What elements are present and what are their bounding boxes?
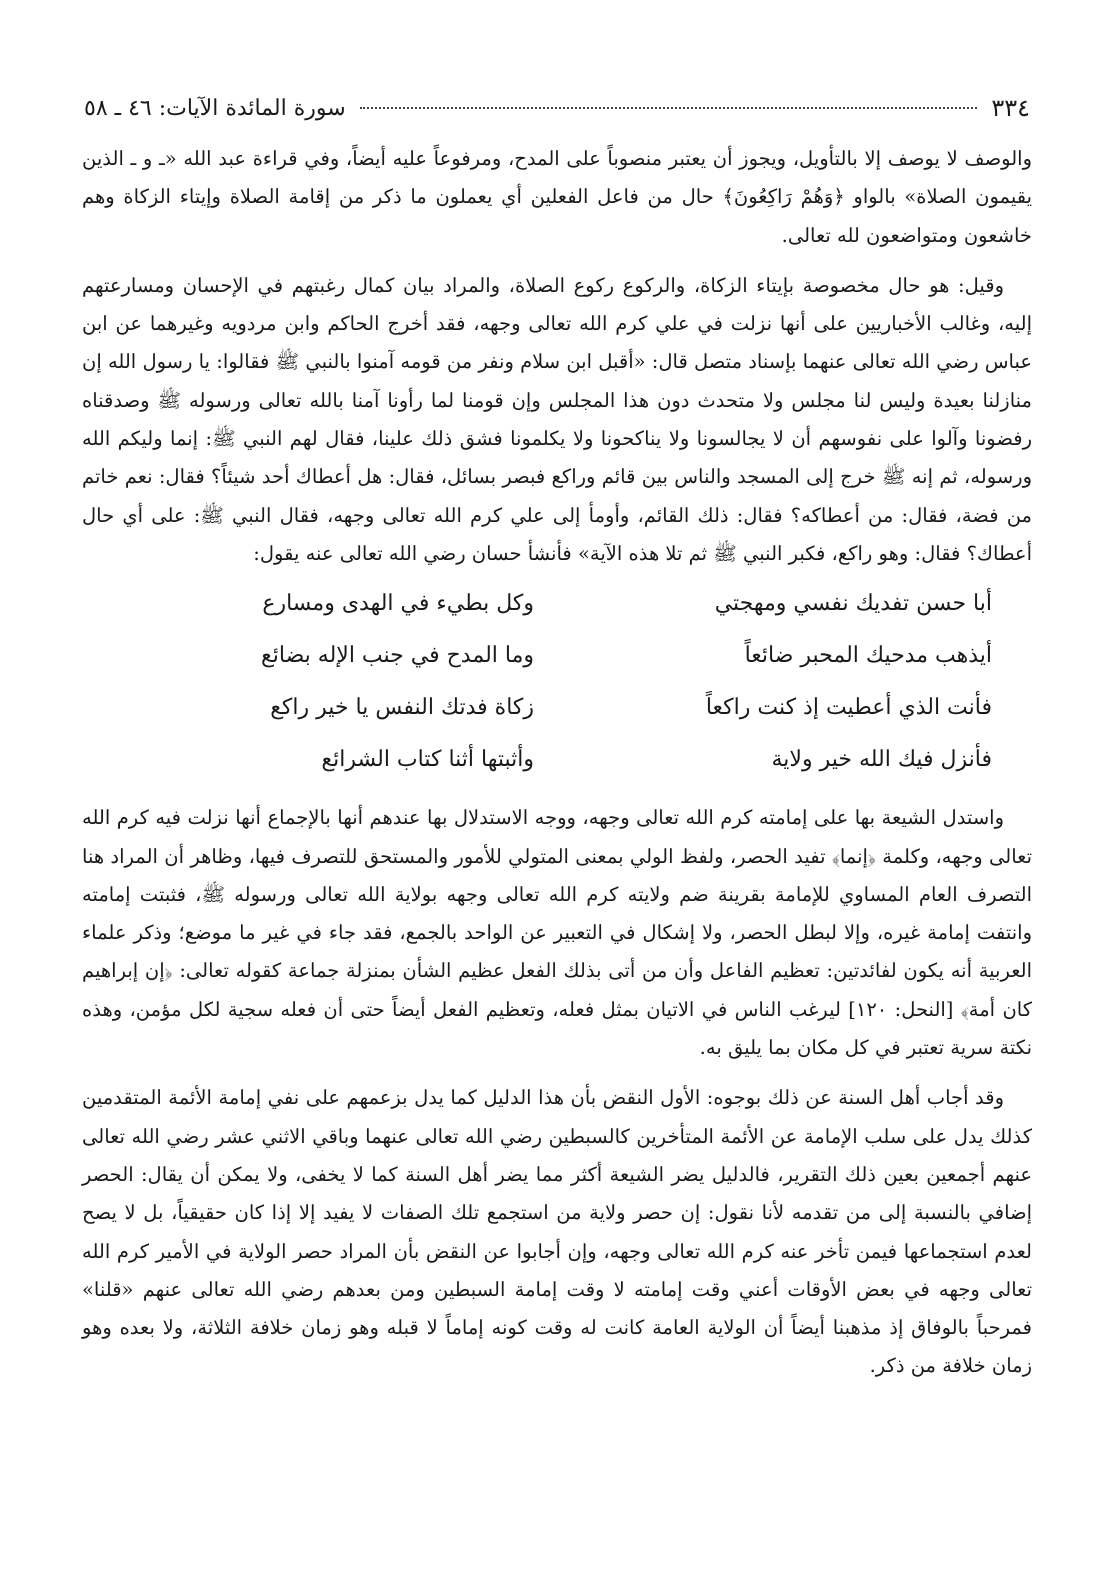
- poem-verse: [82, 585, 1032, 631]
- verse-second-hemistich: زكاة فدتك النفس يا خير راكع: [270, 695, 534, 721]
- verse-first-hemistich: أبا حسن تفديك نفسي ومهجتي: [714, 591, 992, 617]
- verse-first-hemistich: فأنت الذي أعطيت إذ كنت راكعاً: [705, 695, 992, 721]
- poem-verse: [82, 741, 1032, 787]
- poem-verse: [82, 637, 1032, 683]
- verse-second-hemistich: وكل بطيء في الهدى ومسارع: [262, 591, 534, 617]
- poem: [82, 581, 1032, 799]
- running-title: سورة المائدة الآيات: ٤٦ ـ ٥٨: [84, 95, 346, 121]
- paragraph: واستدل الشيعة بها على إمامته كرم الله تعالى وجهه، ووجه الاستدلال بها عندهم أنها بالإجماع أنها نزلت فيه كرم الله تعالى وجهه، وكلمة ﴿إنما﴾ تفيد الحصر، ولفظ الولي بمعنى المتولي للأمور والمستحق للتصرف فيها، وظاهر أن المراد هنا التصرف العام المساوي للإمامة بقرينة ضم ولايته كرم الله تعالى وجهه بولاية الله تعالى ورسوله ﷺ، فثبتت إمامته وانتفت إمامة غيره، وإلا لبطل الحصر، ولا إشكال في التعبير عن الواحد بالجمع، فقد جاء في غير ما موضع؛ وذكر علماء العربية أنه يكون لفائدتين: تعظيم الفاعل وأن من أتى بذلك الفعل عظيم الشأن بمنزلة جماعة كقوله تعالى: ﴿إن إبراهيم كان أمة﴾ [النحل: ١٢٠] ليرغب الناس في الاتيان بمثل فعله، وتعظيم الفعل أيضاً حتى أن فعله سجية لكل مؤمن، وهذه نكتة سرية تعتبر في كل مكان بما يليق به.: [82, 806, 1032, 1060]
- paragraph: وقيل: هو حال مخصوصة بإيتاء الزكاة، والركوع ركوع الصلاة، والمراد بيان كمال رغبتهم في الإحسان ومسارعتهم إليه، وغالب الأخباريين على أنها نزلت في علي كرم الله تعالى وجهه، فقد أخرج الحاكم وابن مردويه وغيرهما عن ابن عباس رضي الله تعالى عنهما بإسناد متصل قال: «أقبل ابن سلام ونفر من قومه آمنوا بالنبي ﷺ فقالوا: يا رسول الله إن منازلنا بعيدة وليس لنا مجلس ولا متحدث دون هذا المجلس وإن قومنا لما رأونا آمنا بالله تعالى ورسوله ﷺ وصدقناه رفضونا وآلوا على نفوسهم أن لا يجالسونا ولا يناكحونا ولا يكلمونا فشق ذلك علينا، فقال لهم النبي ﷺ: إنما وليكم الله ورسوله، ثم إنه ﷺ خرج إلى المسجد والناس بين قائم وراكع فبصر بسائل، فقال: هل أعطاك أحد شيئاً؟ فقال: نعم خاتم من فضة، فقال: من أعطاكه؟ فقال: ذلك القائم، وأومأ إلى علي كرم الله تعالى وجهه، فقال النبي ﷺ: على أي حال أعطاك؟ فقال: وهو راكع، فكبر النبي ﷺ ثم تلا هذه الآية» فأنشأ حسان رضي الله تعالى عنه يقول:: [82, 273, 1032, 565]
- verse-first-hemistich: أيذهب مدحيك المحبر ضائعاً: [744, 643, 992, 669]
- verse-second-hemistich: وما المدح في جنب الإله بضائع: [261, 643, 534, 669]
- paragraph: والوصف لا يوصف إلا بالتأويل، ويجوز أن يعتبر منصوباً على المدح، ومرفوعاً عليه أيضاً، وفي قراءة عبد الله «ـ و ـ الذين يقيمون الصلاة» بالواو ﴿وَهُمْ رَاكِعُونَ﴾ حال من فاعل الفعلين أي يعملون ما ذكر من إقامة الصلاة وإيتاء الزكاة وهم خاشعون ومتواضعون لله تعالى.: [82, 147, 1032, 247]
- page-header: [84, 88, 1030, 128]
- verse-first-hemistich: فأنزل فيك الله خير ولاية: [771, 747, 992, 773]
- verse-second-hemistich: وأثبتها أثنا كتاب الشرائع: [321, 747, 534, 773]
- page-number: ٣٣٤: [991, 94, 1030, 122]
- header-dotted-leader: [360, 107, 978, 109]
- page-body: [82, 140, 1032, 1386]
- poem-verse: [82, 689, 1032, 735]
- paragraph: وقد أجاب أهل السنة عن ذلك بوجوه: الأول النقض بأن هذا الدليل كما يدل بزعمهم على نفي إمامة الأئمة المتقدمين كذلك يدل على سلب الإمامة عن الأئمة المتأخرين كالسبطين رضي الله تعالى عنهما وباقي الاثني عشر رضي الله تعالى عنهم أجمعين بعين ذلك التقرير، فالدليل يضر الشيعة أكثر مما يضر أهل السنة كما لا يخفى، ولا يمكن أن يقال: الحصر إضافي بالنسبة إلى من تقدمه لأنا نقول: إن حصر ولاية من استجمع تلك الصفات لا يفيد إلا إذا كان حقيقياً، بل لا يصح لعدم استجماعها فيمن تأخر عنه كرم الله تعالى وجهه، وإن أجابوا عن النقض بأن المراد حصر الولاية في الأمير كرم الله تعالى وجهه في بعض الأوقات أعني وقت إمامته لا وقت إمامة السبطين ومن بعدهم رضي الله تعالى عنهم «قلنا» فمرحباً بالوفاق إذ مذهبنا أيضاً أن الولاية العامة كانت له وقت كونه إماماً لا قبله وهو زمان خلافة الثلاثة، ولا بعده وهو زمان خلافة من ذكر.: [82, 1086, 1032, 1378]
